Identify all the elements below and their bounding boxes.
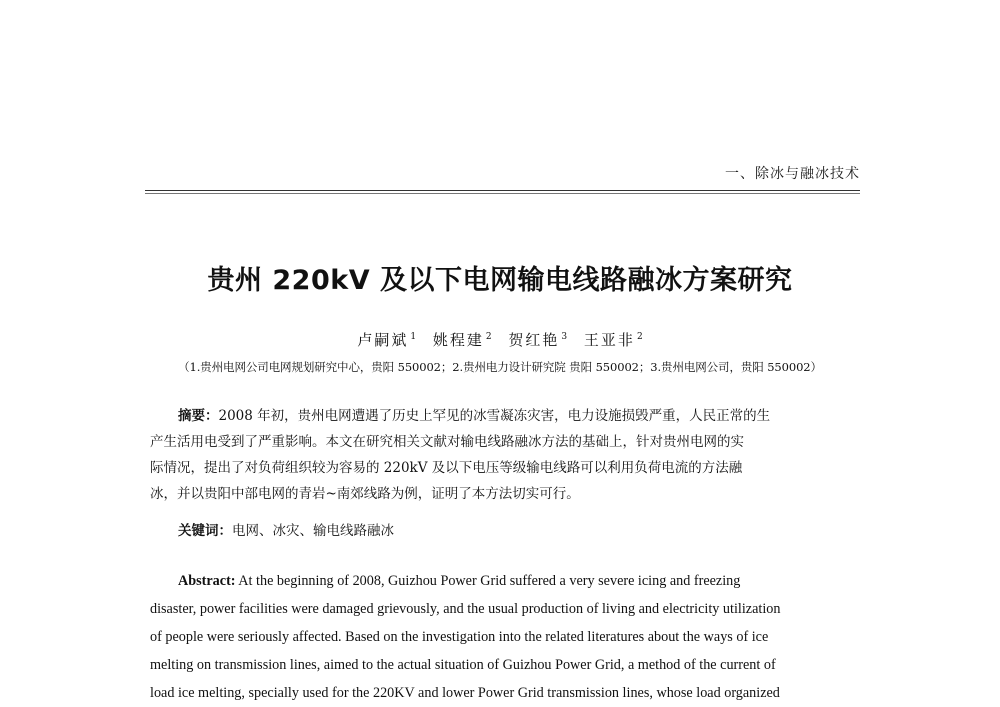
chinese-abstract	[150, 403, 862, 507]
abstract-en-text: At the beginning of 2008, Guizhou Power Grid suffered a very severe icing and freezing	[235, 573, 741, 589]
abstract-en-line	[150, 567, 862, 595]
abstract-en-line: of people were seriously affected. Based on the investigation into the related literatures about the ways of ice	[150, 629, 769, 645]
header-rule	[145, 190, 860, 191]
abstract-en-line: disaster, power facilities were damaged grievously, and the usual production of living and electricity utilization	[150, 601, 781, 617]
abstract-cn-label: 摘要：	[178, 408, 219, 424]
english-abstract	[150, 567, 862, 707]
abstract-cn-line: 冰，并以贵阳中部电网的青岩~南郊线路为例，证明了本方法切实可行。	[150, 486, 580, 502]
author-name: 卢嗣斌	[357, 331, 409, 349]
abstract-cn-line	[150, 403, 862, 429]
author-affiliation-mark: 3	[561, 332, 568, 342]
abstract-en-line: melting on transmission lines, aimed to the actual situation of Guizhou Power Grid, a method of the current of	[150, 657, 776, 673]
keywords-text: 电网、冰灾、输电线路融冰	[232, 523, 394, 539]
keywords-label: 关键词：	[178, 523, 232, 539]
author-affiliation-mark: 2	[485, 332, 492, 342]
abstract-cn-line: 际情况，提出了对负荷组织较为容易的 220kV 及以下电压等级输电线路可以利用负荷电流的方法融	[150, 460, 743, 476]
author-name: 姚程建	[432, 331, 484, 349]
author-list	[0, 329, 1000, 350]
running-header-section: 一、除冰与融冰技术	[725, 166, 860, 182]
header-rule-secondary	[145, 193, 860, 194]
author-affiliation-mark: 1	[410, 332, 417, 342]
author-name: 王亚非	[583, 331, 635, 349]
abstract-cn-text: 2008 年初，贵州电网遭遇了历史上罕见的冰雪凝冻灾害，电力设施损毁严重，人民正常的生	[218, 408, 771, 424]
author-name: 贺红艳	[508, 331, 560, 349]
author	[584, 331, 643, 349]
paper-title: 贵州 220kV 及以下电网输电线路融冰方案研究	[207, 265, 793, 296]
affiliations: （1.贵州电网公司电网规划研究中心，贵阳 550002；2.贵州电力设计研究院 贵阳 550002；3.贵州电网公司，贵阳 550002）	[178, 360, 822, 374]
abstract-en-label: Abstract:	[178, 573, 236, 589]
author	[357, 331, 416, 349]
abstract-cn-line: 产生活用电受到了严重影响。本文在研究相关文献对输电线路融冰方法的基础上，针对贵州电网的实	[150, 434, 744, 450]
author-affiliation-mark: 2	[636, 332, 643, 342]
abstract-en-line: load ice melting, specially used for the 220KV and lower Power Grid transmission lines, whose load organized	[150, 685, 780, 701]
keywords	[178, 519, 394, 539]
author	[433, 331, 492, 349]
author	[508, 331, 567, 349]
